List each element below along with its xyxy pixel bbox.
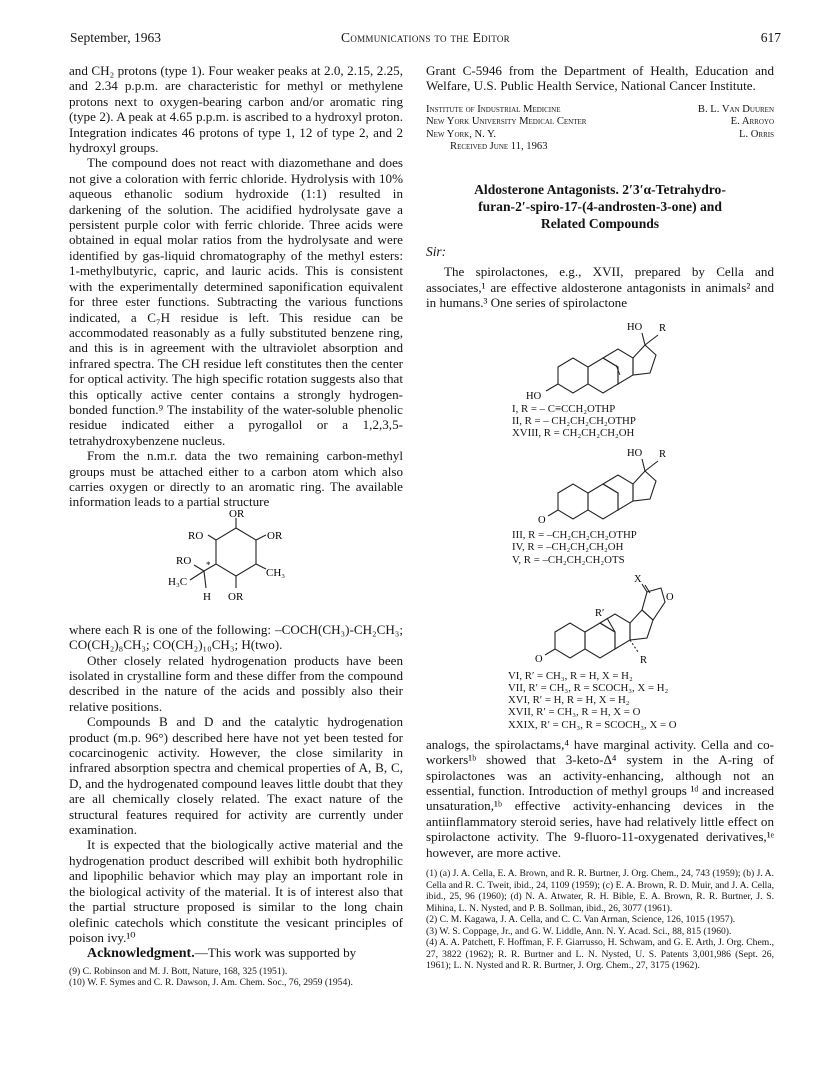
right-footnotes <box>426 868 774 972</box>
s1-r: R <box>659 322 667 334</box>
struct-or-top: OR <box>229 509 245 520</box>
footnote-9: (9) C. Robinson and M. J. Bott, Nature, 168, 325 (1951). <box>69 965 288 977</box>
affil-author-2: E. Arroyo <box>730 116 774 128</box>
s2-o: O <box>538 515 546 527</box>
structure-2-legend <box>426 529 774 566</box>
s1-ho-top: HO <box>627 321 643 333</box>
struct-star: * <box>206 559 211 570</box>
structure-3-legend <box>426 670 774 731</box>
s3-line-4: XVII, R′ = CH₃, R = H, X = O <box>508 706 641 719</box>
spirolactone-structure-3 <box>495 570 705 670</box>
s3-o: O <box>535 653 543 665</box>
article-title <box>426 181 774 232</box>
partial-structure-diagram <box>156 510 316 622</box>
title-line-3: Related Compounds <box>540 216 660 232</box>
right-paragraph-1: The spirolactones, e.g., XVII, prepared by Cella and associates,¹ are effective aldosterone antagonists in animals² and in humans.³ One series of spirolactone <box>426 264 774 311</box>
s3-line-3: XVI, R′ = H, R = H, X = H₂ <box>508 694 630 707</box>
s3-r: R <box>640 654 648 666</box>
left-column <box>69 63 403 989</box>
struct-h3c: H₃C <box>168 575 188 588</box>
affil-author-1: B. L. Van Duuren <box>697 103 774 115</box>
s2-line-1: III, R = –CH₂CH₂CH₂OTHP <box>512 529 637 542</box>
left-footnotes <box>69 966 403 989</box>
s1-ho-left: HO <box>526 390 542 402</box>
affil-institute-3: New York, N. Y. <box>426 128 497 140</box>
left-paragraph-4: where each R is one of the following: –COCH(CH₃)-CH₂CH₃; CO(CH₂)₈CH₃; CO(CH₂)₁₀CH₃; H(two). <box>69 621 403 653</box>
s3-o-ring: O <box>666 591 674 603</box>
left-paragraph-5: Other closely related hydrogenation products have been isolated in crystalline form and these differ from the compound described in the nature of the acids and possibly also their relative positions. <box>69 652 403 714</box>
struct-ch3: CH₃ <box>266 566 286 579</box>
right-paragraph-2: analogs, the spirolactams,⁴ have marginal activity. Cella and co-workers¹ᵇ showed that 3-keto-Δ⁴ system in the A-ring of spirolactones was an activity-enhancing, although not an essential, function. Introduction of methyl groups ¹ᵈ and increased unsaturation,¹ᵇ effective activity-enhancing devices in the antiinflammatory steroid series, have had relatively little effect on spirolactone activity. The 9-fluoro-11-oxygenated derivatives,¹ᵉ however, are more active. <box>426 736 774 860</box>
footnote-4: (4) A. A. Patchett, F. Hoffman, F. F. Giarrusso, H. Schwam, and G. E. Arth, J. Org. Chem., 27, 3822 (1962); R. R. Burtner and L. N. Nysted, U. S. Patents 3,001,986 (Sept. 26, 1961); L. N. Nysted and R. R. Burtner, J. Org. Chem., 27, 3175 (1962). <box>426 937 774 972</box>
title-line-2: furan-2′-spiro-17-(4-androsten-3-one) and <box>478 199 722 215</box>
title-line-1: Aldosterone Antagonists. 2′3′α-Tetrahydro- <box>474 182 726 198</box>
header-date: September, 1963 <box>70 30 161 45</box>
acknowledgment <box>69 945 403 961</box>
footnote-3: (3) W. S. Coppage, Jr., and G. W. Liddle, Ann. N. Y. Acad. Sci., 88, 815 (1960). <box>426 925 732 937</box>
left-paragraph-1: and CH₂ protons (type 1). Four weaker peaks at 2.0, 2.15, 2.25, and 2.34 p.p.m. are characteristic for methyl or methylene protons next to oxygen-bearing carbon and/or aromatic ring (type 2). A peak at 4.65 p.p.m. is ascribed to a hydroxyl proton. Integration indicates 46 protons of type 1, 12 of type 2, and 2 hydroxyl groups. <box>69 63 403 156</box>
left-paragraph-3: From the n.m.r. data the two remaining carbon-methyl groups must be attached either to a carbon atom which also carries oxygen or directly to an aromatic ring. The available information leads to a partial structure <box>69 448 403 510</box>
s2-line-2: IV, R = –CH₂CH₂CH₂OH <box>512 541 624 554</box>
right-column <box>426 63 774 972</box>
received-date: Received June 11, 1963 <box>450 140 548 152</box>
acknowledgment-heading: Acknowledgment. <box>87 946 195 962</box>
s3-x: X <box>634 573 642 585</box>
steroid-structure-1 <box>500 315 700 403</box>
footnote-1: (1) (a) J. A. Cella, E. A. Brown, and R. R. Burtner, J. Org. Chem., 24, 743 (1959); (b) J. A. Cella and R. C. Tweit, ibid., 24, 1109 (1959); (c) E. A. Brown, R. D. Muir, and J. A. Cella, ibid., 25, 96 (1960); (d) N. A. Atwater, R. H. Bible, E. A. Brown, R. R. Burtner, J. S. Mihina, L. N. Nysted, and P. B. Sollman, ibid., 26, 3077 (1961). <box>426 868 774 914</box>
s1-line-2: II, R = – CH₂CH₂CH₂OTHP <box>512 414 636 427</box>
header-section: Communications to the Editor <box>341 30 510 45</box>
affil-institute-2: New York University Medical Center <box>426 116 587 128</box>
header-page-number: 617 <box>760 30 781 45</box>
structure-1-legend <box>426 403 774 440</box>
affil-author-3: L. Orris <box>739 128 774 140</box>
struct-ro-c: RO <box>176 554 192 567</box>
affil-institute-1: Institute of Industrial Medicine <box>426 103 561 115</box>
s2-line-3: V, R = –CH₂CH₂CH₂OTS <box>512 553 625 566</box>
s3-r-prime: R′ <box>595 607 605 619</box>
s3-line-2: VII, R′ = CH₃, R = SCOCH₃, X = H₂ <box>508 682 669 695</box>
running-header <box>70 30 781 50</box>
struct-or-right: OR <box>267 529 283 542</box>
s3-line-1: VI, R′ = CH₃, R = H, X = H₂ <box>508 669 633 682</box>
grant-paragraph: Grant C-5946 from the Department of Health, Education and Welfare, U.S. Public Health Service, National Cancer Institute. <box>426 63 774 94</box>
s1-line-1: I, R = – C≡CCH₂OTHP <box>512 402 616 415</box>
affiliation-block <box>426 104 774 154</box>
s1-line-3: XVIII, R = CH₂CH₂CH₂OH <box>512 427 635 439</box>
acknowledgment-text: —This work was supported by <box>194 945 357 961</box>
salutation: Sir: <box>426 244 447 260</box>
left-paragraph-2: The compound does not react with diazomethane and does not give a coloration with ferric chloride. Hydrolysis with 10% aqueous ethanolic sodium hydroxide (1:1) resulted in darkening of the solution. The acidified hydrolysate gave a persistent purple color with ferric chloride. Three acids were obtained in equal molar ratios from the hydrolysate and were identified by gas-liquid chromatography of the methyl esters: 1-methylbutyric, capric, and lauric acids. This is consistent with the experimentally determined saponification equivalent for three ester functions. Subtracting the various functions indicated, a C₇H residue is left. This residue can be accommodated reasonably as a fully substituted benzene ring, and this is in agreement with the ultraviolet absorption and infrared spectra. The CH residue left constitutes then the center for optical activity. The high specific rotation suggests also that this optically active center contains a strongly hydrogen-bonded function.⁹ The instability of the water-soluble phenolic residue indicated either a pyrogallol or a 1,2,3,5-tetrahydroxybenzene nucleus. <box>69 155 403 448</box>
s2-r: R <box>659 449 667 461</box>
left-paragraph-6: Compounds B and D and the catalytic hydrogenation product (m.p. 96°) described here have not yet been tested for cocarcinogenic activity. However, the close similarity in infrared absorption spectra and chemical properties of A, B, C, D, and the hydrogenated compound leaves little doubt that they are all chemically closely related. The exact nature of the structural features required for activity are currently under examination. <box>69 714 403 838</box>
struct-or-bottom: OR <box>228 590 244 603</box>
struct-h: H <box>203 590 211 603</box>
footnote-2: (2) C. M. Kagawa, J. A. Cella, and C. C. Van Arman, Science, 126, 1015 (1957). <box>426 914 736 926</box>
steroid-structure-2 <box>500 443 700 529</box>
struct-ro-left: RO <box>188 529 204 542</box>
left-paragraph-7: It is expected that the biologically active material and the hydrogenation product described will exhibit both hydrophilic and lipophilic behavior which may play an important role in the biological activity of the material. It is of interest also that the partial structure proposed is similar to the long chain olefinic catechols which constitute the vesicant principles of poison ivy.¹⁰ <box>69 837 403 945</box>
footnote-10: (10) W. F. Symes and C. R. Dawson, J. Am. Chem. Soc., 76, 2959 (1954). <box>69 977 353 989</box>
s2-ho-top: HO <box>627 448 643 460</box>
s3-line-5: XXIX, R′ = CH₃, R = SCOCH₃, X = O <box>508 718 677 731</box>
